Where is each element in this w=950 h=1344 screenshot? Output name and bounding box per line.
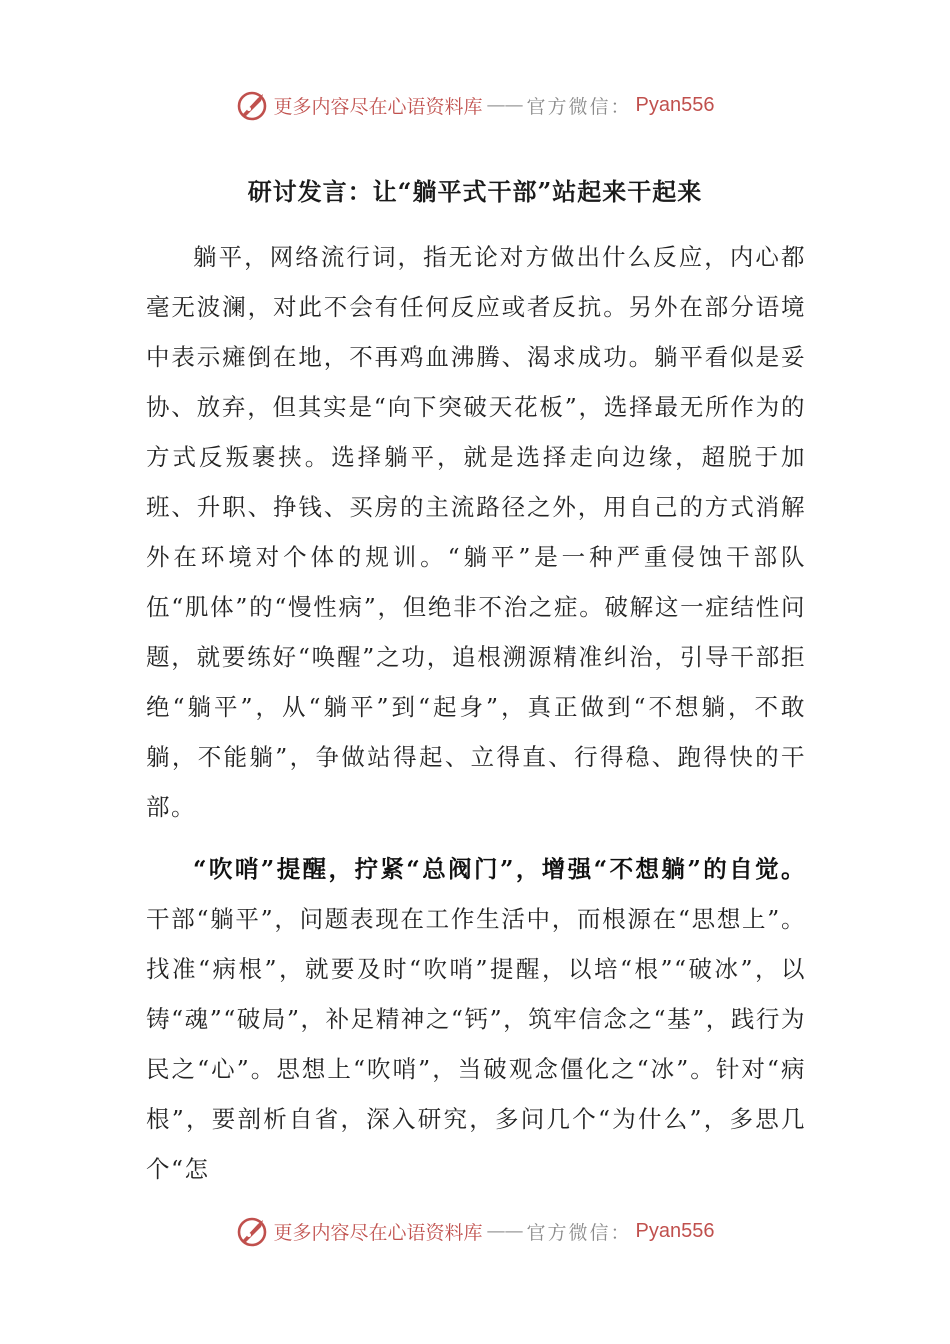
paragraph-2-lead: “吹哨”提醒，拧紧“总阀门”，增强“不想躺”的自觉。: [193, 855, 806, 883]
pen-nib-logo-icon: [236, 88, 270, 122]
watermark-dash: ——: [486, 94, 523, 116]
paragraph-1-text: 躺平，网络流行词，指无论对方做出什么反应，内心都毫无波澜，对此不会有任何反应或者反抗。另外在部分语境中表示瘫倒在地，不再鸡血沸腾、渴求成功。躺平看似是妥协、放弃，但其实是“向下突破天花板”，选择最无所作为的方式反叛裹挟。选择躺平，就是选择走向边缘，超脱于加班、升职、挣钱、买房的主流路径之外，用自己的方式消解外在环境对个体的规训。“躺平”是一种严重侵蚀干部队伍“肌体”的“慢性病”，但绝非不治之症。破解这一症结性问题，就要练好“唤醒”之功，追根溯源精准纠治，引导干部拒绝“躺平”，从“躺平”到“起身”，真正做到“不想躺，不敢躺，不能躺”，争做站得起、立得直、行得稳、跑得快的干部。: [146, 243, 806, 821]
document-title: 研讨发言：让“躺平式干部”站起来干起来: [247, 177, 703, 206]
watermark-wechat-id: Pyan556: [635, 1219, 715, 1242]
pen-nib-logo-icon: [236, 1214, 270, 1248]
paragraph-2-text: 干部“躺平”，问题表现在工作生活中，而根源在“思想上”。找准“病根”，就要及时“吹哨”提醒，以培“根”“破冰”，以铸“魂”“破局”，补足精神之“钙”，筑牢信念之“基”，践行为民之“心”。思想上“吹哨”，当破观念僵化之“冰”。针对“病根”，要剖析自省，深入研究，多问几个“为什么”，多思几个“怎: [146, 905, 806, 1183]
watermark-dash: ——: [486, 1220, 523, 1242]
watermark-site-text: 更多内容尽在心语资料库: [273, 95, 483, 118]
watermark-wechat-label: 官方微信：: [526, 95, 632, 118]
paragraph-2: [146, 844, 806, 1194]
header-watermark: [0, 88, 950, 122]
watermark-wechat-id: Pyan556: [635, 93, 715, 116]
watermark-site-text: 更多内容尽在心语资料库: [273, 1221, 483, 1244]
watermark-wechat-label: 官方微信：: [526, 1221, 632, 1244]
paragraph-1: [146, 232, 806, 832]
footer-watermark: [0, 1214, 950, 1248]
document-body: [146, 232, 806, 1194]
